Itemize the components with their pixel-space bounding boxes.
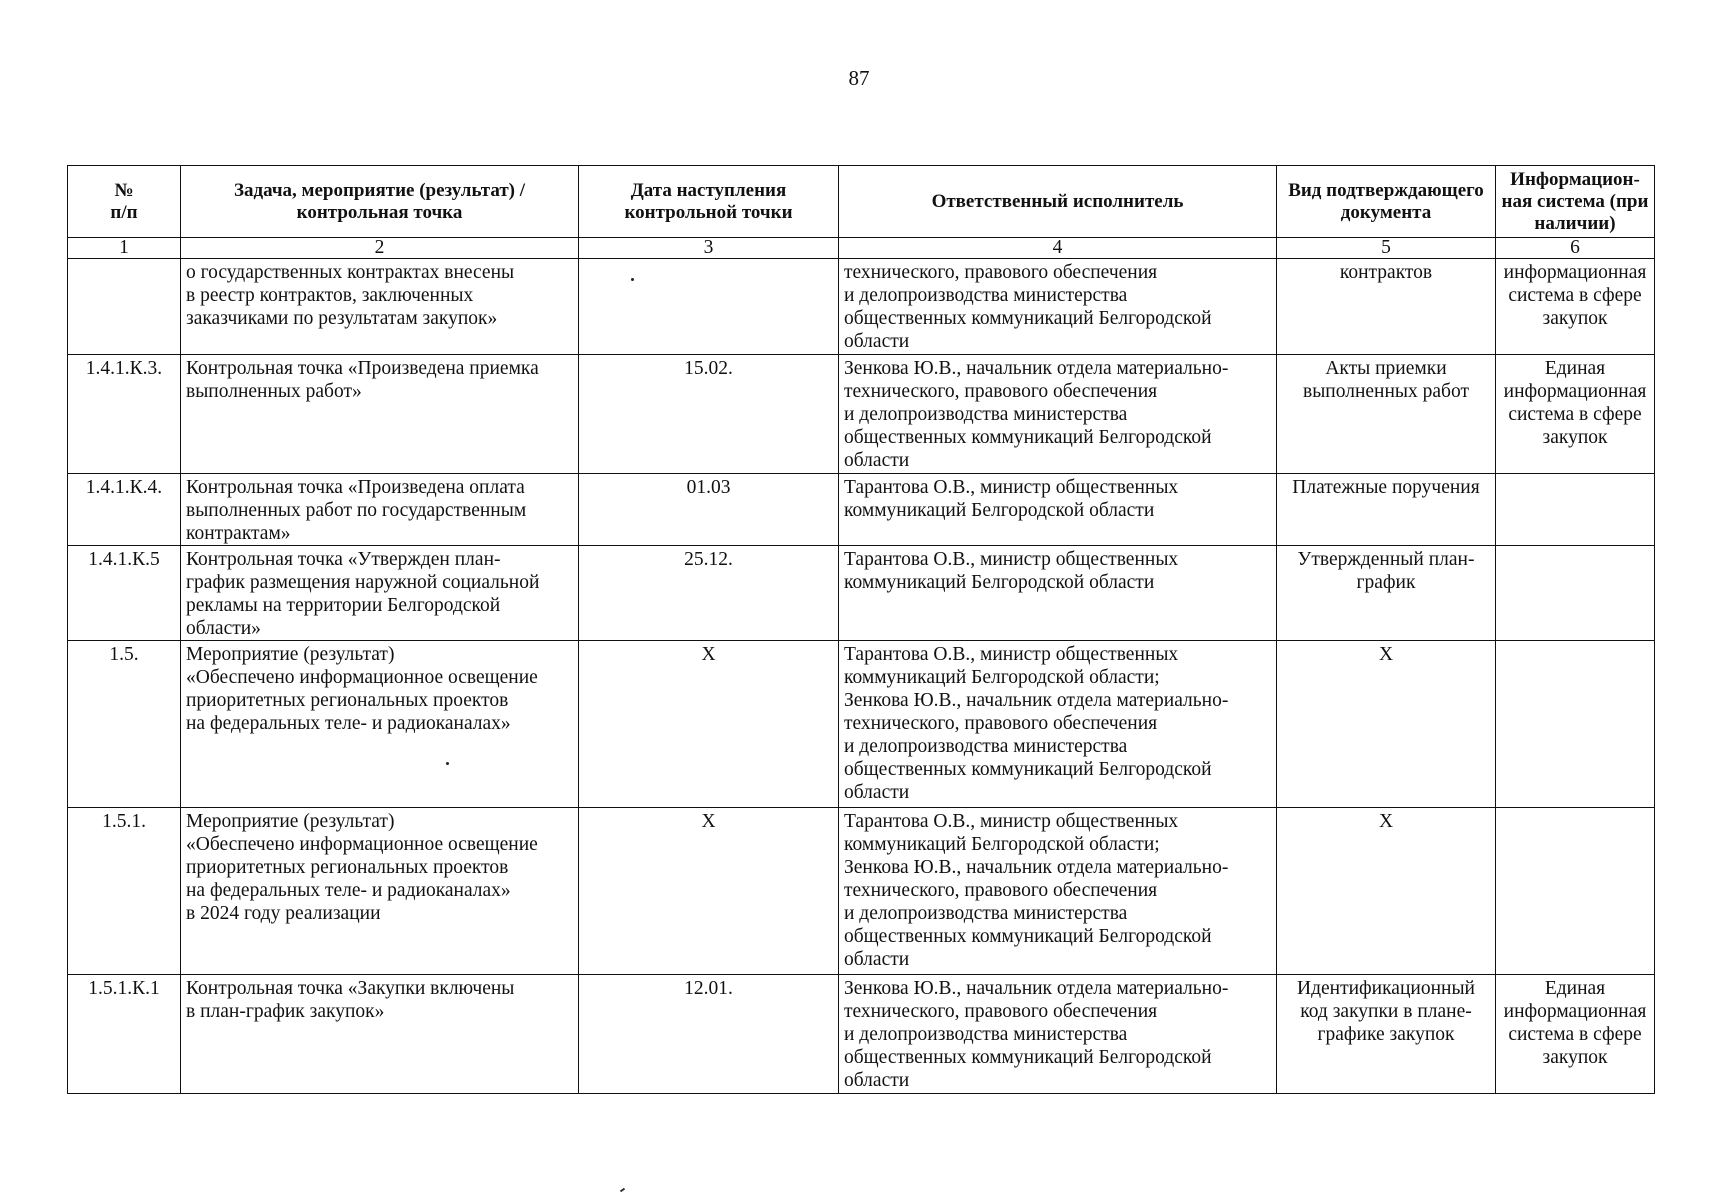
row-executor: Тарантова О.В., министр общественных коммуникаций Белгородской области; Зенкова Ю.В., начальник отдела материально- технического, правового обеспечения и делопроизводства министерства общественных коммуникаций Белгородской области <box>839 808 1277 975</box>
column-number: 3 <box>579 238 839 259</box>
row-number: 1.4.1.К.3. <box>68 355 181 474</box>
control-points-table <box>67 165 1655 1094</box>
header-info-system: Информацион-ная система (при наличии) <box>1496 166 1655 238</box>
header-executor: Ответственный исполнитель <box>839 166 1277 238</box>
row-number <box>68 259 181 355</box>
column-number: 2 <box>181 238 579 259</box>
header-date: Дата наступления контрольной точки <box>579 166 839 238</box>
row-executor: Тарантова О.В., министр общественных коммуникаций Белгородской области; Зенкова Ю.В., начальник отдела материально- технического, правового обеспечения и делопроизводства министерства общественных коммуникаций Белгородской области <box>839 641 1277 808</box>
header-number: № п/п <box>68 166 181 238</box>
row-document: контрактов <box>1277 259 1496 355</box>
row-task: Контрольная точка «Закупки включены в план-график закупок» <box>181 975 579 1094</box>
row-executor: Тарантова О.В., министр общественных коммуникаций Белгородской области <box>839 546 1277 641</box>
row-document: Х <box>1277 808 1496 975</box>
table-row <box>68 259 1655 355</box>
row-task: Контрольная точка «Утвержден план- график размещения наружной социальной рекламы на территории Белгородской области» <box>181 546 579 641</box>
row-info-system: информационная система в сфере закупок <box>1496 259 1655 355</box>
row-number: 1.5.1. <box>68 808 181 975</box>
row-document: Идентификационный код закупки в плане- графике закупок <box>1277 975 1496 1094</box>
row-info-system <box>1496 641 1655 808</box>
column-number: 4 <box>839 238 1277 259</box>
row-date: 12.01. <box>579 975 839 1094</box>
row-date: Х <box>579 808 839 975</box>
row-number: 1.5. <box>68 641 181 808</box>
column-number: 1 <box>68 238 181 259</box>
row-info-system <box>1496 808 1655 975</box>
column-number: 6 <box>1496 238 1655 259</box>
row-date: 01.03 <box>579 474 839 546</box>
table-row <box>68 355 1655 474</box>
row-info-system <box>1496 474 1655 546</box>
row-task: о государственных контрактах внесены в реестр контрактов, заключенных заказчиками по результатам закупок» <box>181 259 579 355</box>
row-number: 1.4.1.К.4. <box>68 474 181 546</box>
row-task: Контрольная точка «Произведена приемка выполненных работ» <box>181 355 579 474</box>
row-executor: Зенкова Ю.В., начальник отдела материально- технического, правового обеспечения и делопроизводства министерства общественных коммуникаций Белгородской области <box>839 975 1277 1094</box>
row-number: 1.5.1.К.1 <box>68 975 181 1094</box>
row-document: Платежные поручения <box>1277 474 1496 546</box>
row-info-system <box>1496 546 1655 641</box>
row-executor: Зенкова Ю.В., начальник отдела материально- технического, правового обеспечения и делопроизводства министерства общественных коммуникаций Белгородской области <box>839 355 1277 474</box>
row-info-system: Единая информационная система в сфере закупок <box>1496 355 1655 474</box>
column-number-row <box>68 238 1655 259</box>
row-executor: технического, правового обеспечения и делопроизводства министерства общественных коммуникаций Белгородской области <box>839 259 1277 355</box>
row-task: Мероприятие (результат) «Обеспечено информационное освещение приоритетных региональных проектов на федеральных теле- и радиоканалах» <box>181 641 579 808</box>
row-document: Утвержденный план- график <box>1277 546 1496 641</box>
row-task: Контрольная точка «Произведена оплата выполненных работ по государственным контрактам» <box>181 474 579 546</box>
scan-speck <box>446 762 449 765</box>
header-task: Задача, мероприятие (результат) / контрольная точка <box>181 166 579 238</box>
row-number: 1.4.1.К.5 <box>68 546 181 641</box>
table-row <box>68 474 1655 546</box>
scan-speck <box>631 278 634 281</box>
row-info-system: Единая информационная система в сфере закупок <box>1496 975 1655 1094</box>
row-executor: Тарантова О.В., министр общественных коммуникаций Белгородской области <box>839 474 1277 546</box>
page-number: 87 <box>848 66 870 90</box>
table-row <box>68 546 1655 641</box>
table-header-row <box>68 166 1655 238</box>
header-document: Вид подтверждающего документа <box>1277 166 1496 238</box>
row-date <box>579 259 839 355</box>
table-row <box>68 975 1655 1094</box>
scan-mark <box>620 1188 625 1193</box>
row-date: Х <box>579 641 839 808</box>
row-date: 25.12. <box>579 546 839 641</box>
row-date: 15.02. <box>579 355 839 474</box>
table-row <box>68 808 1655 975</box>
row-task: Мероприятие (результат) «Обеспечено информационное освещение приоритетных региональных проектов на федеральных теле- и радиоканалах» в 2024 году реализации <box>181 808 579 975</box>
table-row <box>68 641 1655 808</box>
row-document: Х <box>1277 641 1496 808</box>
row-document: Акты приемки выполненных работ <box>1277 355 1496 474</box>
column-number: 5 <box>1277 238 1496 259</box>
